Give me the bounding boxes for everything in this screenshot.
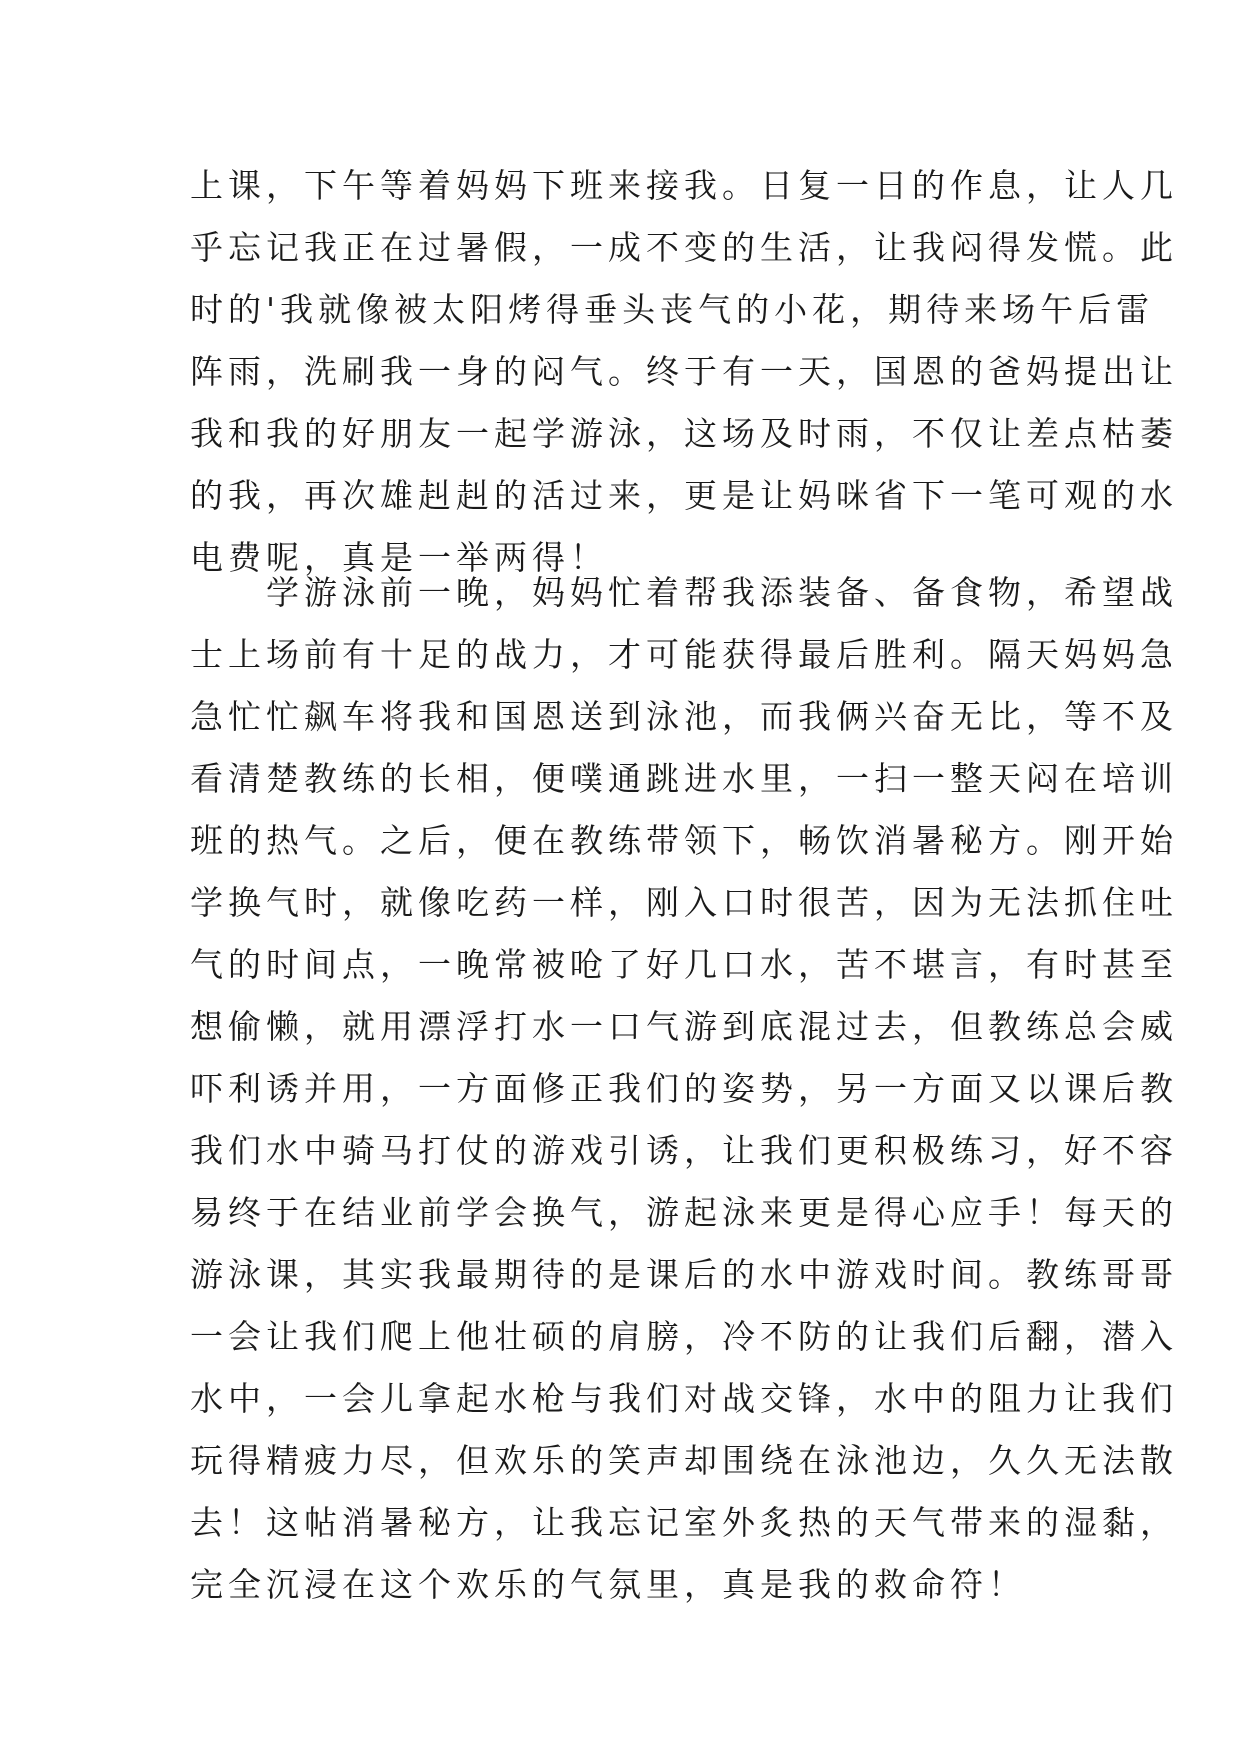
text-line: 的我，再次雄赳赳的活过来，更是让妈咪省下一笔可观的水 — [190, 476, 1178, 515]
text-line: 电费呢，真是一举两得！ — [190, 538, 608, 577]
text-line: 气的时间点，一晚常被呛了好几口水，苦不堪言，有时甚至 — [190, 945, 1178, 984]
text-line: 吓利诱并用，一方面修正我们的姿势，另一方面又以课后教 — [190, 1069, 1178, 1108]
paragraph-1 — [190, 155, 1178, 589]
text-line: 完全沉浸在这个欢乐的气氛里，真是我的救命符！ — [190, 1565, 1026, 1604]
text-line: 士上场前有十足的战力，才可能获得最后胜利。隔天妈妈急 — [190, 635, 1178, 674]
text-line: 一会让我们爬上他壮硕的肩膀，冷不防的让我们后翻，潜入 — [190, 1317, 1178, 1356]
text-line: 急忙忙飙车将我和国恩送到泳池，而我俩兴奋无比，等不及 — [190, 697, 1178, 736]
text-line: 上课，下午等着妈妈下班来接我。日复一日的作息，让人几 — [190, 166, 1178, 205]
text-line: 时的'我就像被太阳烤得垂头丧气的小花，期待来场午后雷 — [190, 290, 1155, 329]
text-line: 易终于在结业前学会换气，游起泳来更是得心应手！每天的 — [190, 1193, 1178, 1232]
text-line: 游泳课，其实我最期待的是课后的水中游戏时间。教练哥哥 — [190, 1255, 1178, 1294]
text-line: 玩得精疲力尽，但欢乐的笑声却围绕在泳池边，久久无法散 — [190, 1441, 1178, 1480]
text-line: 学换气时，就像吃药一样，刚入口时很苦，因为无法抓住吐 — [190, 883, 1178, 922]
text-line: 我们水中骑马打仗的游戏引诱，让我们更积极练习，好不容 — [190, 1131, 1178, 1170]
text-line: 班的热气。之后，便在教练带领下，畅饮消暑秘方。刚开始 — [190, 821, 1178, 860]
paragraph-2 — [190, 562, 1178, 1616]
text-line: 去！这帖消暑秘方，让我忘记室外炙热的天气带来的湿黏， — [190, 1503, 1178, 1542]
text-line: 乎忘记我正在过暑假，一成不变的生活，让我闷得发慌。此 — [190, 228, 1178, 267]
text-line: 我和我的好朋友一起学游泳，这场及时雨，不仅让差点枯萎 — [190, 414, 1178, 453]
text-line: 看清楚教练的长相，便噗通跳进水里，一扫一整天闷在培训 — [190, 759, 1178, 798]
text-line: 阵雨，洗刷我一身的闷气。终于有一天，国恩的爸妈提出让 — [190, 352, 1178, 391]
text-line: 水中，一会儿拿起水枪与我们对战交锋，水中的阻力让我们 — [190, 1379, 1178, 1418]
text-line: 想偷懒，就用漂浮打水一口气游到底混过去，但教练总会威 — [190, 1007, 1178, 1046]
text-line: 学游泳前一晚，妈妈忙着帮我添装备、备食物，希望战 — [190, 573, 1178, 612]
